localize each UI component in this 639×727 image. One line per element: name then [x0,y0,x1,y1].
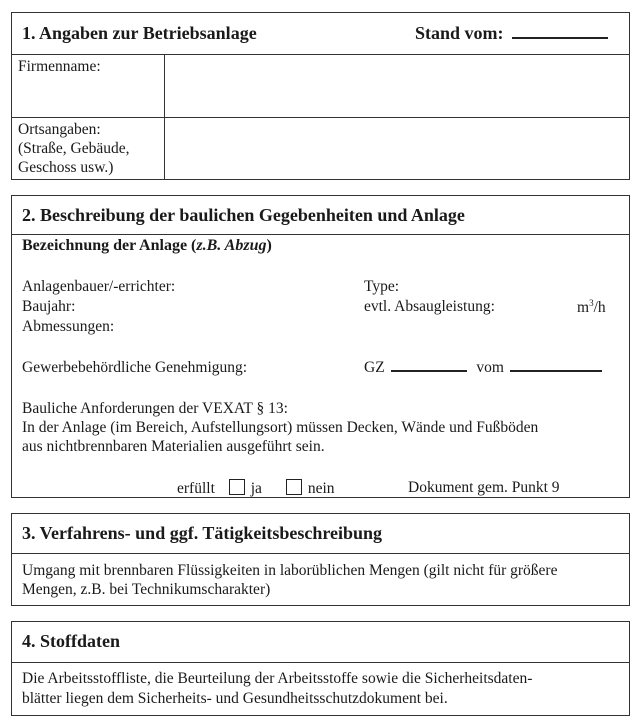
bezeichnung-label: Bezeichnung der Anlage (z.B. Abzug) [22,237,272,254]
abmessungen-label: Abmessungen: [22,318,115,335]
section-4-text-line2: blätter liegen dem Sicherheits- und Gesundheitsschutzdokument bei. [22,690,448,707]
ortsangaben-label-line3: Geschoss usw.) [18,159,114,176]
section-1-box [11,12,630,180]
nein-checkbox[interactable] [286,479,302,495]
section-3-text-line2: Mengen, z.B. bei Technikumscharakter) [22,581,271,598]
section-3-box [11,513,630,606]
absaugleistung-label: evtl. Absaugleistung: [364,298,495,315]
ja-checkbox[interactable] [229,479,245,495]
anforderungen-line2: In der Anlage (im Bereich, Aufstellungsort) müssen Decken, Wände und Fußböden [22,419,539,436]
stand-vom-field[interactable] [512,37,608,39]
section-3-text-line1: Umgang mit brennbaren Flüssigkeiten in laborüblichen Mengen (gilt nicht für größere [22,562,558,579]
anforderungen-line1: Bauliche Anforderungen der VEXAT § 13: [22,400,288,417]
ortsangaben-field[interactable] [166,119,628,177]
divider [12,54,629,55]
section-2-box [11,195,630,498]
vom-field[interactable] [510,370,602,372]
divider [12,117,629,118]
genehmigung-label: Gewerbebehördliche Genehmigung: [22,359,248,376]
section-4-box [11,621,630,716]
anlagenbauer-label: Anlagenbauer/-errichter: [22,278,176,295]
section-4-text-line1: Die Arbeitsstoffliste, die Beurteilung der Arbeitsstoffe sowie die Sicherheitsdaten- [22,670,533,687]
section-2-title: 2. Beschreibung der baulichen Gegebenheiten und Anlage [22,205,465,225]
divider [12,553,629,554]
ortsangaben-label-line1: Ortsangaben: [18,121,101,138]
gz-field[interactable] [391,370,467,372]
firmenname-label: Firmenname: [18,58,101,75]
section-3-title: 3. Verfahrens- und ggf. Tätigkeitsbeschreibung [22,523,383,543]
section-1-title: 1. Angaben zur Betriebsanlage [22,23,257,43]
erfuellt-row: erfüllt ja nein [177,480,335,497]
type-label: Type: [364,278,400,295]
stand-vom-label: Stand vom: [415,23,608,44]
dokument-reference: Dokument gem. Punkt 9 [408,479,560,496]
anforderungen-line3: aus nichtbrennbaren Materialien ausgeführt sein. [22,438,325,455]
firmenname-field[interactable] [166,56,628,116]
gz-row: GZ vom [364,359,602,377]
ortsangaben-label-line2: (Straße, Gebäude, [18,140,130,157]
divider [12,662,629,663]
divider [12,234,629,235]
section-4-title: 4. Stoffdaten [22,631,120,651]
baujahr-label: Baujahr: [22,298,76,315]
absaugleistung-unit: $m^3/h$ [577,298,606,317]
